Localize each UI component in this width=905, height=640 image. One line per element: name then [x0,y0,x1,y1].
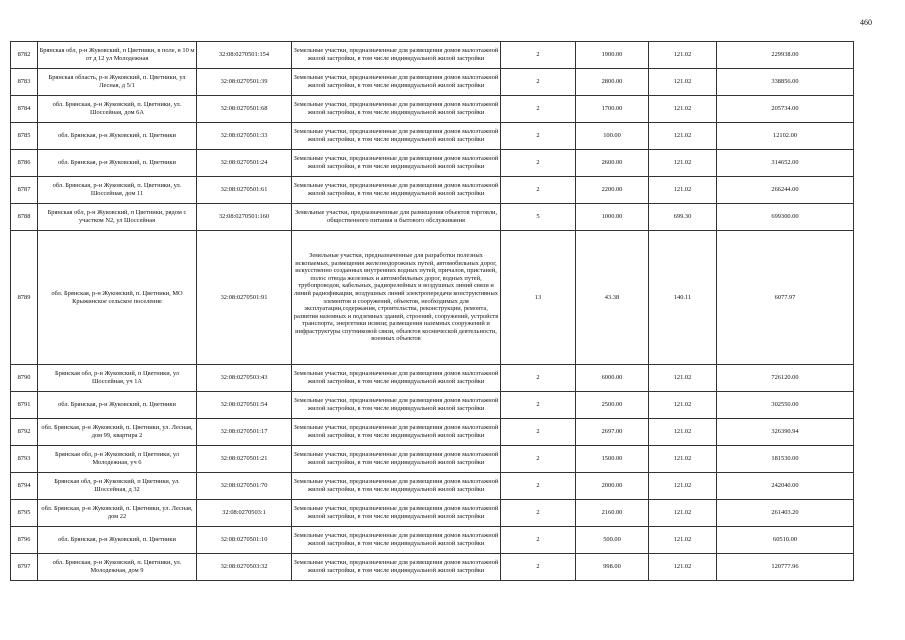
area-cell: 2160.00 [576,500,649,527]
land-use-purpose-cell: Земельные участки, предназначенные для размещения домов малоэтажной жилой застройки, в том числе индивидуальной жилой застройки [292,69,501,96]
table-row [11,42,854,69]
row-number-cell: 8787 [11,177,38,204]
cadastral-number-cell: 32:08:0270503:43 [197,365,292,392]
area-cell: 2600.00 [576,150,649,177]
group-code-cell: 2 [501,392,576,419]
land-use-purpose-cell: Земельные участки, предназначенные для размещения домов малоэтажной жилой застройки, в том числе индивидуальной жилой застройки [292,365,501,392]
land-use-purpose-cell: Земельные участки, предназначенные для размещения домов малоэтажной жилой застройки, в том числе индивидуальной жилой застройки [292,96,501,123]
address-cell: Брянская обл, р-н Жуковский, п Цветники, ул Шоссейная, уч 1А [38,365,197,392]
cadastral-value-cell: 242040.00 [717,473,854,500]
group-code-cell: 2 [501,419,576,446]
area-cell: 1500.00 [576,446,649,473]
area-cell: 2000.00 [576,473,649,500]
group-code-cell: 2 [501,473,576,500]
row-number-cell: 8791 [11,392,38,419]
address-cell: Брянская обл, р-н Жуковский, п Цветники, рядом с участком N2, ул Шоссейная [38,204,197,231]
land-use-purpose-cell: Земельные участки, предназначенные для размещения домов малоэтажной жилой застройки, в том числе индивидуальной жилой застройки [292,473,501,500]
address-cell: Брянская обл, р-н Жуковский, п Цветники, ул. Шоссейная, д 32 [38,473,197,500]
row-number-cell: 8796 [11,527,38,554]
cadastral-value-cell: 699300.00 [717,204,854,231]
row-number-cell: 8786 [11,150,38,177]
group-code-cell: 2 [501,150,576,177]
row-number-cell: 8783 [11,69,38,96]
cadastral-value-cell: 229938.00 [717,42,854,69]
address-cell: Брянская обл, р-н Жуковский, п Цветники, в поле, в 10 м от д 12 ул Молодежная [38,42,197,69]
cadastral-value-cell: 205734.00 [717,96,854,123]
land-use-purpose-cell: Земельные участки, предназначенные для размещения домов малоэтажной жилой застройки, в том числе индивидуальной жилой застройки [292,419,501,446]
cadastral-number-cell: 32:08:0270501:70 [197,473,292,500]
specific-value-cell: 121.02 [649,392,717,419]
land-use-purpose-cell: Земельные участки, предназначенные для размещения объектов торговли, общественного питания и бытового обслуживания [292,204,501,231]
area-cell: 1900.00 [576,42,649,69]
address-cell: обл. Брянская, р-н Жуковский, п. Цветники [38,150,197,177]
table-row [11,500,854,527]
table-row [11,554,854,581]
address-cell: обл. Брянская, р-н Жуковский, п. Цветники [38,392,197,419]
specific-value-cell: 121.02 [649,69,717,96]
cadastral-number-cell: 32:08:0270501:160 [197,204,292,231]
table-row [11,204,854,231]
land-use-purpose-cell: Земельные участки, предназначенные для размещения домов малоэтажной жилой застройки, в том числе индивидуальной жилой застройки [292,554,501,581]
specific-value-cell: 140.11 [649,231,717,365]
area-cell: 100.00 [576,123,649,150]
area-cell: 2800.00 [576,69,649,96]
specific-value-cell: 121.02 [649,473,717,500]
cadastral-number-cell: 32:08:0270501:54 [197,392,292,419]
specific-value-cell: 121.02 [649,500,717,527]
cadastral-value-cell: 302550.00 [717,392,854,419]
cadastral-value-cell: 120777.96 [717,554,854,581]
cadastral-number-cell: 32:08:0270501:21 [197,446,292,473]
land-use-purpose-cell: Земельные участки, предназначенные для размещения домов малоэтажной жилой застройки, в том числе индивидуальной жилой застройки [292,123,501,150]
cadastral-value-cell: 726120.00 [717,365,854,392]
cadastral-value-cell: 326390.94 [717,419,854,446]
cadastral-value-cell: 6077.97 [717,231,854,365]
land-use-purpose-cell: Земельные участки, предназначенные для размещения домов малоэтажной жилой застройки, в том числе индивидуальной жилой застройки [292,527,501,554]
cadastral-value-cell: 60510.00 [717,527,854,554]
area-cell: 43.38 [576,231,649,365]
row-number-cell: 8790 [11,365,38,392]
specific-value-cell: 121.02 [649,96,717,123]
cadastral-value-cell: 338856.00 [717,69,854,96]
area-cell: 2500.00 [576,392,649,419]
specific-value-cell: 121.02 [649,150,717,177]
group-code-cell: 2 [501,123,576,150]
row-number-cell: 8797 [11,554,38,581]
table-row [11,446,854,473]
land-use-purpose-cell: Земельные участки, предназначенные для разработки полезных ископаемых, размещения железнодорожных путей, автомобильных дорог, искусственно созданных внутренних водных путей, причалов, пристаней, полос отвода железных и автомобильных дорог, водных путей, трубопроводов, кабельных, радиорелейных и воздушных линий связи и линий радиофикации, воздушных линий электропередачи конструктивных элементов и сооружений, объектов, необходимых для эксплуатации,содержания, строительства, реконструкции, ремонта, развития наземных и подземных зданий, строений, сооружений, устройств транспорта, энергетики исвязи; размещения наземных сооружений и инфраструктуры спутниковой связи, объектов космической деятельности, военных объектов [292,231,501,365]
cadastral-value-cell: 181530.00 [717,446,854,473]
table-row [11,96,854,123]
address-cell: обл. Брянская, р-н Жуковский, п. Цветники, ул. Молодежная, дом 9 [38,554,197,581]
cadastral-number-cell: 32:08:0270501:24 [197,150,292,177]
group-code-cell: 2 [501,96,576,123]
table-row [11,69,854,96]
specific-value-cell: 121.02 [649,365,717,392]
row-number-cell: 8789 [11,231,38,365]
group-code-cell: 2 [501,446,576,473]
land-use-purpose-cell: Земельные участки, предназначенные для размещения домов малоэтажной жилой застройки, в том числе индивидуальной жилой застройки [292,42,501,69]
group-code-cell: 2 [501,42,576,69]
address-cell: обл. Брянская, р-н Жуковский, п. Цветники, ул. Лесная, дом 99, квартира 2 [38,419,197,446]
land-use-purpose-cell: Земельные участки, предназначенные для размещения домов малоэтажной жилой застройки, в том числе индивидуальной жилой застройки [292,392,501,419]
specific-value-cell: 121.02 [649,527,717,554]
area-cell: 500.00 [576,527,649,554]
address-cell: обл. Брянская, р-н Жуковский, п. Цветники [38,527,197,554]
page-number: 460 [860,18,872,27]
cadastral-number-cell: 32:08:0270503:1 [197,500,292,527]
cadastral-number-cell: 32:08:0270503:32 [197,554,292,581]
cadastral-number-cell: 32:08:0270501:33 [197,123,292,150]
address-cell: обл. Брянская, р-н Жуковский, п. Цветники, ул. Шоссейная, дом 11 [38,177,197,204]
group-code-cell: 2 [501,554,576,581]
table-row [11,419,854,446]
cadastral-number-cell: 32:08:0270501:61 [197,177,292,204]
row-number-cell: 8792 [11,419,38,446]
specific-value-cell: 121.02 [649,446,717,473]
cadastral-number-cell: 32:08:0270501:39 [197,69,292,96]
cadastral-number-cell: 32:08:0270501:10 [197,527,292,554]
table-row [11,123,854,150]
table-row [11,231,854,365]
address-cell: обл. Брянская, р-н Жуковский, п. Цветники, ул. Шоссейная, дом 6А [38,96,197,123]
group-code-cell: 2 [501,527,576,554]
cadastral-number-cell: 32:08:0270501:68 [197,96,292,123]
cadastral-number-cell: 32:08:0270501:17 [197,419,292,446]
area-cell: 2200.00 [576,177,649,204]
address-cell: Брянская область, р-н Жуковский, п. Цветники, ул Лесная, д 5/1 [38,69,197,96]
area-cell: 1000.00 [576,204,649,231]
cadastral-value-cell: 314652.00 [717,150,854,177]
area-cell: 6000.00 [576,365,649,392]
cadastral-value-cell: 266244.00 [717,177,854,204]
table-row [11,473,854,500]
row-number-cell: 8795 [11,500,38,527]
land-use-purpose-cell: Земельные участки, предназначенные для размещения домов малоэтажной жилой застройки, в том числе индивидуальной жилой застройки [292,150,501,177]
address-cell: обл. Брянская, р-н Жуковский, п. Цветники, МО Крыжинское сельское поселение [38,231,197,365]
specific-value-cell: 699.30 [649,204,717,231]
land-plot-register-table [10,41,854,581]
area-cell: 1700.00 [576,96,649,123]
group-code-cell: 2 [501,69,576,96]
table-row [11,150,854,177]
row-number-cell: 8793 [11,446,38,473]
cadastral-number-cell: 32:08:0270501:154 [197,42,292,69]
table-row [11,392,854,419]
land-use-purpose-cell: Земельные участки, предназначенные для размещения домов малоэтажной жилой застройки, в том числе индивидуальной жилой застройки [292,177,501,204]
group-code-cell: 2 [501,177,576,204]
row-number-cell: 8782 [11,42,38,69]
specific-value-cell: 121.02 [649,419,717,446]
land-use-purpose-cell: Земельные участки, предназначенные для размещения домов малоэтажной жилой застройки, в том числе индивидуальной жилой застройки [292,446,501,473]
group-code-cell: 5 [501,204,576,231]
table-row [11,365,854,392]
row-number-cell: 8784 [11,96,38,123]
group-code-cell: 2 [501,500,576,527]
specific-value-cell: 121.02 [649,42,717,69]
table-body [11,42,854,581]
specific-value-cell: 121.02 [649,177,717,204]
land-use-purpose-cell: Земельные участки, предназначенные для размещения домов малоэтажной жилой застройки, в том числе индивидуальной жилой застройки [292,500,501,527]
specific-value-cell: 121.02 [649,554,717,581]
address-cell: обл. Брянская, р-н Жуковский, п. Цветники [38,123,197,150]
group-code-cell: 13 [501,231,576,365]
group-code-cell: 2 [501,365,576,392]
cadastral-number-cell: 32:08:0270501:91 [197,231,292,365]
cadastral-value-cell: 12102.00 [717,123,854,150]
area-cell: 998.00 [576,554,649,581]
row-number-cell: 8788 [11,204,38,231]
specific-value-cell: 121.02 [649,123,717,150]
table-row [11,177,854,204]
row-number-cell: 8794 [11,473,38,500]
row-number-cell: 8785 [11,123,38,150]
address-cell: Брянская обл, р-н Жуковский, п Цветники, ул Молодежная, уч 6 [38,446,197,473]
address-cell: обл. Брянская, р-н Жуковский, п. Цветники, ул. Лесная, дом 22 [38,500,197,527]
table-row [11,527,854,554]
area-cell: 2697.00 [576,419,649,446]
cadastral-value-cell: 261403.20 [717,500,854,527]
